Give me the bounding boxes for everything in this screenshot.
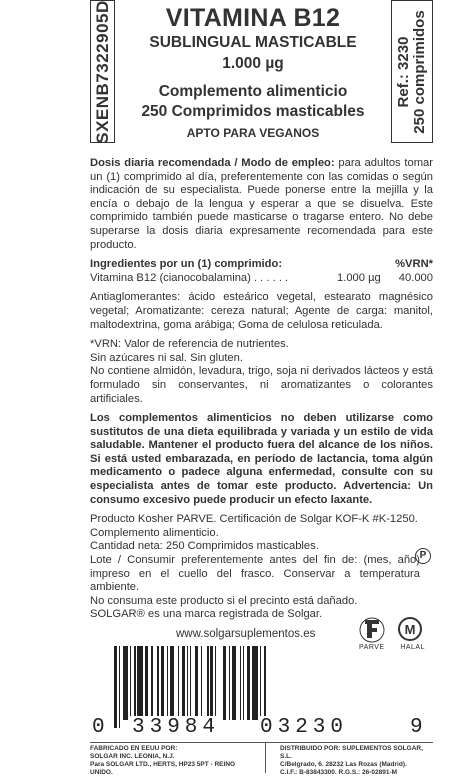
batch-code: SXENB7322905D (92, 0, 112, 144)
parve-p-icon: P (415, 548, 431, 564)
reference-text (396, 10, 428, 133)
barcode-bar (252, 646, 258, 720)
batch-line: Lote / Consumir preferentemente antes del fin de: (mes, año) impreso en el cuello del frasco. Conservar a temperatura ambiente. (90, 554, 420, 594)
kosher-parve-icon (357, 616, 387, 646)
manufacturer-line3: Para SOLGAR LTD., HERTS, HP23 5PT - REINO UNIDO. (90, 761, 236, 776)
trademark-line: SOLGAR® es una marca registrada de Solgar. (90, 608, 323, 621)
free-from-line1: Sin azúcares ni sal. Sin gluten. (90, 351, 243, 364)
warning-text: Los complementos alimenticios no deben utilizarse como sustitutos de una dieta equilibrada y variada y un estilo de vida saludable. Mantener el producto fuera del alcance de los niños. Si está usted embarazada, en período de lactancia, toma algún medicamento o padece alguna enfermedad, consulte con su especialista antes de tomar este producto. Advertencia: Un consumo excesivo puede producir un efecto laxante. (90, 412, 433, 506)
product-title: VITAMINA B12 (165, 4, 341, 32)
ingredient-amount: 1.000 µg (337, 271, 381, 284)
product-subtitle: SUBLINGUAL MASTICABLE (149, 34, 357, 51)
footer-divider (265, 743, 266, 773)
barcode-bar (161, 646, 164, 720)
barcode-bar (240, 646, 242, 720)
product-category: Complemento alimenticio (158, 83, 348, 100)
barcode-bar (207, 646, 209, 720)
ingredient-vrn: 40.000 (398, 271, 433, 284)
ingredients-heading: Ingredientes por un (1) comprimido: (90, 258, 283, 271)
reference-number: Ref.: 3230 (395, 36, 412, 107)
product-count: 250 Comprimidos masticables (141, 103, 365, 120)
product-label (90, 0, 433, 775)
barcode-bar (223, 646, 226, 720)
barcode-first-digit: 0 (92, 716, 105, 739)
barcode-bar (187, 646, 189, 720)
barcode-bar (151, 646, 153, 720)
vrn-heading: %VRN* (395, 258, 433, 271)
label-footer (90, 742, 433, 776)
manufacturer-info (90, 745, 250, 777)
ingredients-header (90, 258, 433, 272)
barcode-bar (167, 646, 169, 720)
ingredient-name: Vitamina B12 (cianocobalamina) . . . . . . (90, 271, 289, 284)
parve-caption: PARVE (359, 644, 385, 651)
barcode-bar (247, 646, 250, 720)
kosher-line: Producto Kosher PARVE. Certificación de Solgar KOF-K #K-1250. (90, 513, 418, 526)
usage-paragraph (90, 157, 433, 252)
seal-line: No consuma este producto si el precinto está dañado. (90, 594, 358, 607)
barcode-bar (232, 646, 237, 720)
barcode-digits (90, 716, 433, 742)
ingredient-values (337, 272, 433, 286)
usage-text: para adultos tomar un (1) comprimido al día, preferentemente con las comidas o según indicación de su especialista. Puede ponerse entre la mejilla y la encía o debajo de la lengua y esperar a que se disuelva. Este comprimido también puede masticarse o tragarse entero. No debe superarse la dosis diaria expresamente recomendada para este producto. (90, 157, 434, 251)
barcode-bar (178, 646, 180, 720)
barcode-bar (137, 646, 143, 720)
excipients-text: Antiaglomerantes: ácido esteárico vegetal, estearato magnésico vegetal; Aromatizante: cereza natural; Agente de carga: manitol, maltodextrina, goma arábiga; Goma de celulosa reticulada. (90, 291, 433, 331)
complement-line: Complemento alimenticio. (90, 526, 219, 539)
svg-text:M: M (404, 622, 416, 637)
reference-count: 250 comprimidos (411, 9, 428, 134)
website-url: www.solgarsuplementos.es (176, 628, 316, 640)
label-header (90, 0, 433, 155)
product-dose: 1.000 µg (222, 55, 284, 72)
barcode-bar (215, 646, 217, 720)
batch-code-box (90, 0, 115, 143)
barcode-bar (145, 646, 148, 720)
distributor-info (280, 745, 435, 777)
barcode-bar (123, 646, 128, 720)
barcode-bar (229, 646, 231, 720)
ingredient-row (90, 272, 433, 286)
barcode-bar (130, 646, 132, 720)
manufacturer-line2: SOLGAR INC. LEONIA, N.J. (90, 753, 175, 760)
halal-caption: HALAL (400, 644, 425, 651)
barcode-bar (170, 646, 175, 720)
net-quantity-line: Cantidad neta: 250 Comprimidos masticables. (90, 540, 319, 553)
barcode-bar (182, 646, 185, 720)
distributor-line2: C/Belgrado, 6. 28232 Las Rozas (Madrid). (280, 761, 407, 768)
usage-heading: Dosis diaria recomendada / Modo de empleo: (90, 157, 335, 169)
barcode (90, 646, 433, 746)
barcode-bar (201, 646, 203, 720)
barcode-check-digit: 9 (410, 716, 423, 739)
manufacturer-line1: FABRICADO EN EEUU POR: (90, 745, 178, 752)
halal-icon (395, 616, 425, 646)
distributor-line1: DISTRIBUIDO POR: SUPLEMENTOS SOLGAR, S.L. (280, 745, 423, 760)
free-from-line2: No contiene almidón, levadura, trigo, soja ni derivados lácteos y está formulado sin conservantes, ni aromatizantes o colorantes artificiales. (90, 365, 433, 405)
barcode-bar (243, 646, 245, 720)
distributor-line3: C.I.F.: B-83843300. R.G.S.: 26-02891-M (280, 769, 398, 776)
barcode-bar (134, 646, 136, 720)
vegan-badge: APTO PARA VEGANOS (186, 126, 320, 140)
vrn-note: *VRN: Valor de referencia de nutrientes. (90, 338, 289, 351)
barcode-right-digits: 03230 (260, 716, 349, 739)
barcode-bar (157, 646, 159, 720)
barcode-left-digits: 33984 (132, 716, 221, 739)
header-text (117, 0, 389, 140)
barcode-bar (210, 646, 213, 720)
reference-box (391, 0, 433, 143)
certification-icons (353, 548, 433, 651)
